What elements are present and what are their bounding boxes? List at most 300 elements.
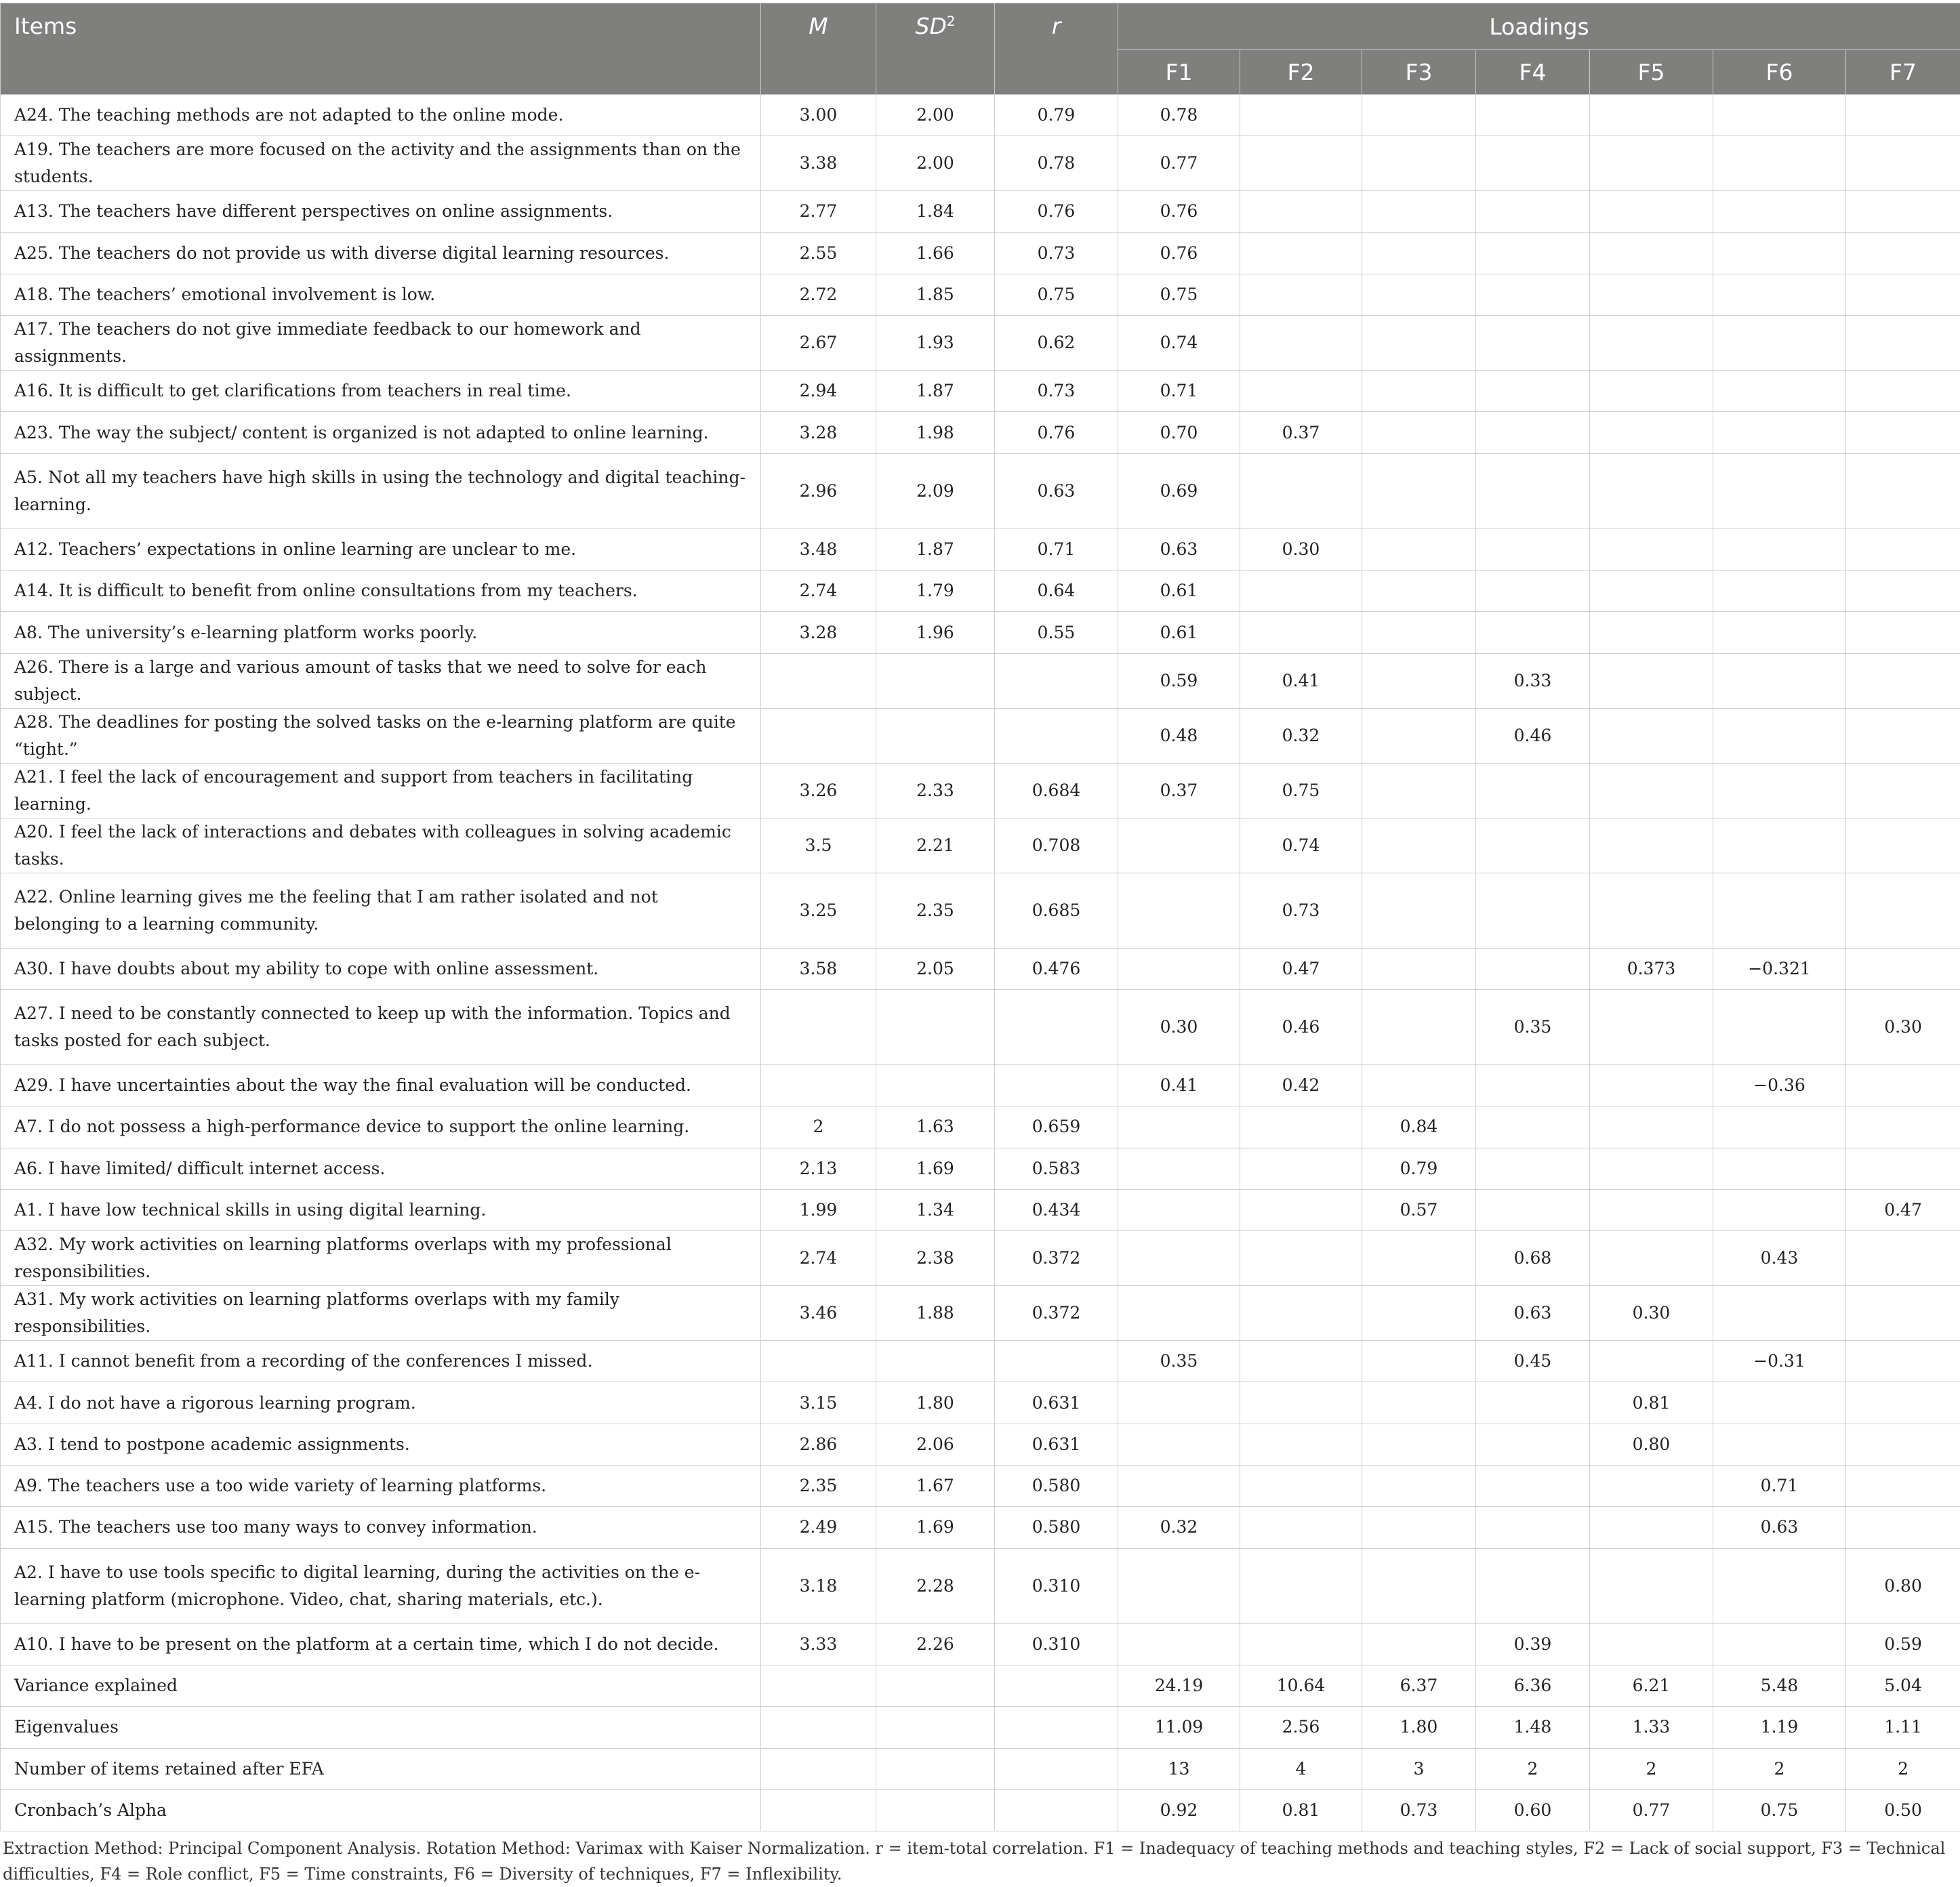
loading-cell-f5: [1590, 1231, 1713, 1286]
loading-cell-f3: [1362, 412, 1476, 453]
loading-cell-f7: [1846, 1507, 1960, 1548]
loading-cell-f1: [1118, 1424, 1240, 1465]
header-factor: F1: [1118, 50, 1240, 95]
table-row: [1, 1548, 1960, 1623]
loading-cell-f6: [1713, 232, 1846, 274]
loading-cell-f3: [1362, 1623, 1476, 1665]
loading-cell-f5: 0.30: [1590, 1286, 1713, 1341]
mean-cell: 3.26: [761, 763, 876, 818]
loading-cell-f2: [1240, 1623, 1362, 1665]
table-row: [1, 612, 1960, 653]
sd-cell: 2.00: [876, 136, 995, 191]
loading-cell-f6: [1713, 274, 1846, 315]
loading-cell-f1: 0.76: [1118, 232, 1240, 274]
r-cell: 0.580: [995, 1466, 1118, 1507]
loading-cell-f3: [1362, 873, 1476, 948]
table-row: [1, 1341, 1960, 1382]
loading-cell-f5: 1.33: [1590, 1707, 1713, 1748]
header-factor: F7: [1846, 50, 1960, 95]
loading-cell-f2: [1240, 1341, 1362, 1382]
item-cell: Cronbach’s Alpha: [1, 1789, 761, 1831]
loading-cell-f3: 6.37: [1362, 1665, 1476, 1706]
loading-cell-f1: [1118, 948, 1240, 989]
sd-cell: 2.00: [876, 95, 995, 136]
loading-cell-f4: [1476, 95, 1590, 136]
loading-cell-f6: [1713, 818, 1846, 873]
loading-cell-f5: [1590, 95, 1713, 136]
loading-cell-f3: [1362, 1466, 1476, 1507]
loading-cell-f2: [1240, 571, 1362, 612]
loading-cell-f6: 5.48: [1713, 1665, 1846, 1706]
item-cell: A8. The university’s e-learning platform works poorly.: [1, 612, 761, 653]
r-cell: 0.71: [995, 528, 1118, 570]
r-cell: 0.372: [995, 1231, 1118, 1286]
mean-cell: [761, 1748, 876, 1789]
loading-cell-f7: 0.59: [1846, 1623, 1960, 1665]
table-row: [1, 948, 1960, 989]
loading-cell-f5: [1590, 1466, 1713, 1507]
loading-cell-f1: 0.35: [1118, 1341, 1240, 1382]
mean-cell: 3.15: [761, 1382, 876, 1424]
loading-cell-f1: [1118, 1548, 1240, 1623]
loading-cell-f3: [1362, 1341, 1476, 1382]
r-cell: 0.73: [995, 232, 1118, 274]
loading-cell-f2: [1240, 274, 1362, 315]
loading-cell-f2: 0.73: [1240, 873, 1362, 948]
loading-cell-f6: [1713, 412, 1846, 453]
mean-cell: 2.74: [761, 571, 876, 612]
loading-cell-f7: [1846, 1341, 1960, 1382]
loading-cell-f3: [1362, 1382, 1476, 1424]
item-cell: A25. The teachers do not provide us with diverse digital learning resources.: [1, 232, 761, 274]
loading-cell-f2: [1240, 1507, 1362, 1548]
item-cell: Eigenvalues: [1, 1707, 761, 1748]
header-mean: M: [761, 3, 876, 95]
loading-cell-f6: [1713, 1286, 1846, 1341]
loading-cell-f3: [1362, 1507, 1476, 1548]
loading-cell-f3: 0.73: [1362, 1789, 1476, 1831]
loading-cell-f1: [1118, 818, 1240, 873]
r-cell: 0.476: [995, 948, 1118, 989]
loading-cell-f7: [1846, 653, 1960, 708]
loading-cell-f6: −0.321: [1713, 948, 1846, 989]
loading-cell-f2: [1240, 136, 1362, 191]
table-row: [1, 1507, 1960, 1548]
table-row: [1, 232, 1960, 274]
loading-cell-f7: [1846, 1286, 1960, 1341]
loading-cell-f7: 5.04: [1846, 1665, 1960, 1706]
loading-cell-f5: 0.373: [1590, 948, 1713, 989]
table-row: [1, 818, 1960, 873]
loading-cell-f5: [1590, 453, 1713, 528]
loading-cell-f4: [1476, 1148, 1590, 1189]
item-cell: A18. The teachers’ emotional involvement is low.: [1, 274, 761, 315]
sd-cell: [876, 1789, 995, 1831]
loading-cell-f3: 3: [1362, 1748, 1476, 1789]
r-cell: 0.63: [995, 453, 1118, 528]
sd-cell: [876, 1748, 995, 1789]
loading-cell-f6: [1713, 1148, 1846, 1189]
loading-cell-f2: 0.37: [1240, 412, 1362, 453]
loading-cell-f7: [1846, 1466, 1960, 1507]
mean-cell: 3.28: [761, 612, 876, 653]
loading-cell-f1: 0.63: [1118, 528, 1240, 570]
sd-cell: 1.87: [876, 528, 995, 570]
item-cell: A21. I feel the lack of encouragement and support from teachers in facilitating learning.: [1, 763, 761, 818]
sd-cell: 2.26: [876, 1623, 995, 1665]
table-row: [1, 873, 1960, 948]
r-cell: 0.76: [995, 191, 1118, 232]
loading-cell-f7: [1846, 1231, 1960, 1286]
item-cell: A26. There is a large and various amount of tasks that we need to solve for each subject.: [1, 653, 761, 708]
loading-cell-f2: 0.47: [1240, 948, 1362, 989]
r-cell: 0.631: [995, 1382, 1118, 1424]
sd-cell: [876, 989, 995, 1064]
loading-cell-f5: [1590, 653, 1713, 708]
loading-cell-f4: [1476, 136, 1590, 191]
loading-cell-f7: [1846, 1382, 1960, 1424]
loading-cell-f4: 0.46: [1476, 708, 1590, 763]
loading-cell-f3: [1362, 818, 1476, 873]
loading-cell-f4: 0.63: [1476, 1286, 1590, 1341]
loading-cell-f4: [1476, 1548, 1590, 1623]
loading-cell-f5: [1590, 1623, 1713, 1665]
r-cell: 0.75: [995, 274, 1118, 315]
r-cell: 0.580: [995, 1507, 1118, 1548]
sd-cell: 1.69: [876, 1507, 995, 1548]
sd-cell: [876, 1665, 995, 1706]
r-cell: 0.79: [995, 95, 1118, 136]
loading-cell-f6: 0.75: [1713, 1789, 1846, 1831]
loading-cell-f3: [1362, 1286, 1476, 1341]
table-row: [1, 274, 1960, 315]
loading-cell-f1: [1118, 1231, 1240, 1286]
loading-cell-f5: 2: [1590, 1748, 1713, 1789]
loading-cell-f2: [1240, 1466, 1362, 1507]
loading-cell-f1: 0.69: [1118, 453, 1240, 528]
loading-cell-f5: [1590, 571, 1713, 612]
loading-cell-f2: [1240, 95, 1362, 136]
item-cell: A11. I cannot benefit from a recording of the conferences I missed.: [1, 1341, 761, 1382]
loading-cell-f1: 0.78: [1118, 95, 1240, 136]
table-row: [1, 371, 1960, 412]
loading-cell-f2: [1240, 371, 1362, 412]
loading-cell-f5: [1590, 989, 1713, 1064]
loading-cell-f7: [1846, 1064, 1960, 1106]
loading-cell-f6: [1713, 873, 1846, 948]
sd-cell: [876, 653, 995, 708]
mean-cell: 2.72: [761, 274, 876, 315]
loading-cell-f4: [1476, 1106, 1590, 1148]
mean-cell: [761, 653, 876, 708]
loading-cell-f5: [1590, 528, 1713, 570]
table-row: [1, 95, 1960, 136]
loading-cell-f4: [1476, 412, 1590, 453]
loading-cell-f2: 4: [1240, 1748, 1362, 1789]
loading-cell-f5: [1590, 1148, 1713, 1189]
table-row: [1, 1665, 1960, 1706]
loading-cell-f7: 0.47: [1846, 1189, 1960, 1230]
mean-cell: [761, 989, 876, 1064]
loading-cell-f6: [1713, 989, 1846, 1064]
loading-cell-f5: [1590, 232, 1713, 274]
loading-cell-f6: [1713, 571, 1846, 612]
header-factor: F5: [1590, 50, 1713, 95]
loading-cell-f4: 0.39: [1476, 1623, 1590, 1665]
loading-cell-f3: [1362, 453, 1476, 528]
loading-cell-f2: [1240, 453, 1362, 528]
r-cell: 0.631: [995, 1424, 1118, 1465]
item-cell: A31. My work activities on learning platforms overlaps with my family responsibilities.: [1, 1286, 761, 1341]
item-cell: A1. I have low technical skills in using digital learning.: [1, 1189, 761, 1230]
table-row: [1, 1748, 1960, 1789]
loading-cell-f4: [1476, 1064, 1590, 1106]
loading-cell-f7: [1846, 412, 1960, 453]
item-cell: A3. I tend to postpone academic assignments.: [1, 1424, 761, 1465]
loading-cell-f5: [1590, 1189, 1713, 1230]
mean-cell: [761, 708, 876, 763]
mean-cell: 1.99: [761, 1189, 876, 1230]
mean-cell: 3.38: [761, 136, 876, 191]
loading-cell-f7: [1846, 1106, 1960, 1148]
table-row: [1, 708, 1960, 763]
loading-cell-f4: 0.35: [1476, 989, 1590, 1064]
item-cell: A30. I have doubts about my ability to cope with online assessment.: [1, 948, 761, 989]
loading-cell-f5: [1590, 1548, 1713, 1623]
mean-cell: 3.28: [761, 412, 876, 453]
loading-cell-f6: [1713, 708, 1846, 763]
item-cell: A14. It is difficult to benefit from online consultations from my teachers.: [1, 571, 761, 612]
table-row: [1, 989, 1960, 1064]
r-cell: [995, 1064, 1118, 1106]
loading-cell-f3: 0.84: [1362, 1106, 1476, 1148]
table-row: [1, 1106, 1960, 1148]
sd-cell: 1.84: [876, 191, 995, 232]
loading-cell-f2: 0.74: [1240, 818, 1362, 873]
mean-cell: [761, 1789, 876, 1831]
table-row: [1, 1231, 1960, 1286]
header-loadings: Loadings: [1118, 3, 1960, 50]
loading-cell-f3: [1362, 571, 1476, 612]
loading-cell-f3: [1362, 316, 1476, 371]
sd-cell: 2.35: [876, 873, 995, 948]
loading-cell-f3: [1362, 1548, 1476, 1623]
sd-cell: 2.28: [876, 1548, 995, 1623]
sd-cell: 1.63: [876, 1106, 995, 1148]
loading-cell-f7: [1846, 136, 1960, 191]
table-header: [1, 3, 1960, 95]
mean-cell: 2.49: [761, 1507, 876, 1548]
loading-cell-f4: [1476, 528, 1590, 570]
loading-cell-f4: [1476, 948, 1590, 989]
loading-cell-f4: [1476, 873, 1590, 948]
table-row: [1, 1623, 1960, 1665]
table-row: [1, 453, 1960, 528]
mean-cell: 3.00: [761, 95, 876, 136]
loading-cell-f1: 0.30: [1118, 989, 1240, 1064]
sd-cell: 1.96: [876, 612, 995, 653]
item-cell: A4. I do not have a rigorous learning program.: [1, 1382, 761, 1424]
loading-cell-f4: [1476, 191, 1590, 232]
loading-cell-f3: [1362, 653, 1476, 708]
item-cell: A32. My work activities on learning platforms overlaps with my professional responsibilities.: [1, 1231, 761, 1286]
loading-cell-f6: [1713, 316, 1846, 371]
loading-cell-f3: [1362, 274, 1476, 315]
header-sd-label: SD: [916, 13, 947, 39]
loading-cell-f1: [1118, 1382, 1240, 1424]
mean-cell: 3.46: [761, 1286, 876, 1341]
r-cell: [995, 1707, 1118, 1748]
loading-cell-f5: [1590, 818, 1713, 873]
loading-cell-f3: [1362, 1064, 1476, 1106]
loading-cell-f6: [1713, 1623, 1846, 1665]
loading-cell-f6: [1713, 763, 1846, 818]
table-row: [1, 1424, 1960, 1465]
table-row: [1, 763, 1960, 818]
loading-cell-f1: [1118, 1286, 1240, 1341]
loading-cell-f3: [1362, 528, 1476, 570]
loading-cell-f4: [1476, 274, 1590, 315]
r-cell: 0.64: [995, 571, 1118, 612]
item-cell: A9. The teachers use a too wide variety of learning platforms.: [1, 1466, 761, 1507]
loading-cell-f4: 0.60: [1476, 1789, 1590, 1831]
sd-cell: 2.38: [876, 1231, 995, 1286]
loading-cell-f6: −0.31: [1713, 1341, 1846, 1382]
loading-cell-f5: [1590, 612, 1713, 653]
loading-cell-f4: [1476, 1507, 1590, 1548]
item-cell: A20. I feel the lack of interactions and debates with colleagues in solving academic tasks.: [1, 818, 761, 873]
loading-cell-f7: [1846, 528, 1960, 570]
table-row: [1, 191, 1960, 232]
r-cell: 0.372: [995, 1286, 1118, 1341]
loading-cell-f1: 0.70: [1118, 412, 1240, 453]
loading-cell-f1: 0.75: [1118, 274, 1240, 315]
loading-cell-f6: [1713, 653, 1846, 708]
item-cell: A19. The teachers are more focused on the activity and the assignments than on the students.: [1, 136, 761, 191]
table-row: [1, 1189, 1960, 1230]
mean-cell: 2.13: [761, 1148, 876, 1189]
loading-cell-f1: 0.71: [1118, 371, 1240, 412]
item-cell: A6. I have limited/ difficult internet access.: [1, 1148, 761, 1189]
item-cell: A5. Not all my teachers have high skills in using the technology and digital teaching-learning.: [1, 453, 761, 528]
r-cell: [995, 1341, 1118, 1382]
table-row: [1, 528, 1960, 570]
table-row: [1, 1286, 1960, 1341]
sd-cell: 2.06: [876, 1424, 995, 1465]
loading-cell-f4: [1476, 1466, 1590, 1507]
mean-cell: 3.5: [761, 818, 876, 873]
item-cell: A24. The teaching methods are not adapted to the online mode.: [1, 95, 761, 136]
r-cell: 0.55: [995, 612, 1118, 653]
loading-cell-f2: 0.46: [1240, 989, 1362, 1064]
mean-cell: 2.67: [761, 316, 876, 371]
loading-cell-f5: [1590, 274, 1713, 315]
loading-cell-f2: 0.41: [1240, 653, 1362, 708]
loading-cell-f1: [1118, 1623, 1240, 1665]
sd-cell: 1.98: [876, 412, 995, 453]
mean-cell: 2.86: [761, 1424, 876, 1465]
loading-cell-f2: 0.81: [1240, 1789, 1362, 1831]
loading-cell-f1: 0.77: [1118, 136, 1240, 191]
loading-cell-f5: [1590, 412, 1713, 453]
loading-cell-f3: [1362, 95, 1476, 136]
loading-cell-f7: [1846, 371, 1960, 412]
loading-cell-f2: [1240, 191, 1362, 232]
loading-cell-f6: [1713, 1189, 1846, 1230]
loading-cell-f5: [1590, 371, 1713, 412]
loading-cell-f5: [1590, 1106, 1713, 1148]
loading-cell-f6: [1713, 95, 1846, 136]
loading-cell-f6: 0.71: [1713, 1466, 1846, 1507]
loading-cell-f2: [1240, 612, 1362, 653]
loading-cell-f1: 0.76: [1118, 191, 1240, 232]
loading-cell-f7: [1846, 95, 1960, 136]
header-factor: F3: [1362, 50, 1476, 95]
loading-cell-f7: [1846, 708, 1960, 763]
loading-cell-f3: 0.57: [1362, 1189, 1476, 1230]
loading-cell-f2: [1240, 1231, 1362, 1286]
loading-cell-f5: [1590, 1341, 1713, 1382]
loading-cell-f5: [1590, 136, 1713, 191]
loading-cell-f4: [1476, 453, 1590, 528]
loading-cell-f4: 0.68: [1476, 1231, 1590, 1286]
loading-cell-f2: 0.30: [1240, 528, 1362, 570]
sd-cell: [876, 1707, 995, 1748]
loading-cell-f4: [1476, 1424, 1590, 1465]
table-row: [1, 1382, 1960, 1424]
loading-cell-f7: [1846, 948, 1960, 989]
loading-cell-f7: 1.11: [1846, 1707, 1960, 1748]
item-cell: A16. It is difficult to get clarifications from teachers in real time.: [1, 371, 761, 412]
mean-cell: 3.33: [761, 1623, 876, 1665]
loading-cell-f4: [1476, 371, 1590, 412]
loading-cell-f3: [1362, 1231, 1476, 1286]
loading-cell-f6: 0.43: [1713, 1231, 1846, 1286]
r-cell: [995, 708, 1118, 763]
loading-cell-f5: 0.77: [1590, 1789, 1713, 1831]
table-body: [1, 95, 1960, 1831]
header-sd-superscript: 2: [947, 14, 956, 29]
loading-cell-f5: [1590, 191, 1713, 232]
item-cell: A17. The teachers do not give immediate feedback to our homework and assignments.: [1, 316, 761, 371]
loading-cell-f6: [1713, 136, 1846, 191]
header-factor: F6: [1713, 50, 1846, 95]
sd-cell: 2.09: [876, 453, 995, 528]
loading-cell-f6: 0.63: [1713, 1507, 1846, 1548]
r-cell: 0.73: [995, 371, 1118, 412]
loading-cell-f3: [1362, 948, 1476, 989]
item-cell: Number of items retained after EFA: [1, 1748, 761, 1789]
sd-cell: 2.05: [876, 948, 995, 989]
loading-cell-f7: [1846, 191, 1960, 232]
mean-cell: 2.77: [761, 191, 876, 232]
loading-cell-f3: [1362, 232, 1476, 274]
loading-cell-f1: 0.61: [1118, 612, 1240, 653]
table-row: [1, 1707, 1960, 1748]
loading-cell-f2: [1240, 316, 1362, 371]
loading-cell-f7: [1846, 763, 1960, 818]
loading-cell-f4: [1476, 818, 1590, 873]
r-cell: 0.685: [995, 873, 1118, 948]
loading-cell-f6: [1713, 1548, 1846, 1623]
mean-cell: 2: [761, 1106, 876, 1148]
loading-cell-f5: [1590, 708, 1713, 763]
item-cell: A28. The deadlines for posting the solved tasks on the e-learning platform are quite “tight.”: [1, 708, 761, 763]
mean-cell: [761, 1341, 876, 1382]
header-sd: [876, 3, 995, 95]
r-cell: 0.78: [995, 136, 1118, 191]
loading-cell-f4: 1.48: [1476, 1707, 1590, 1748]
